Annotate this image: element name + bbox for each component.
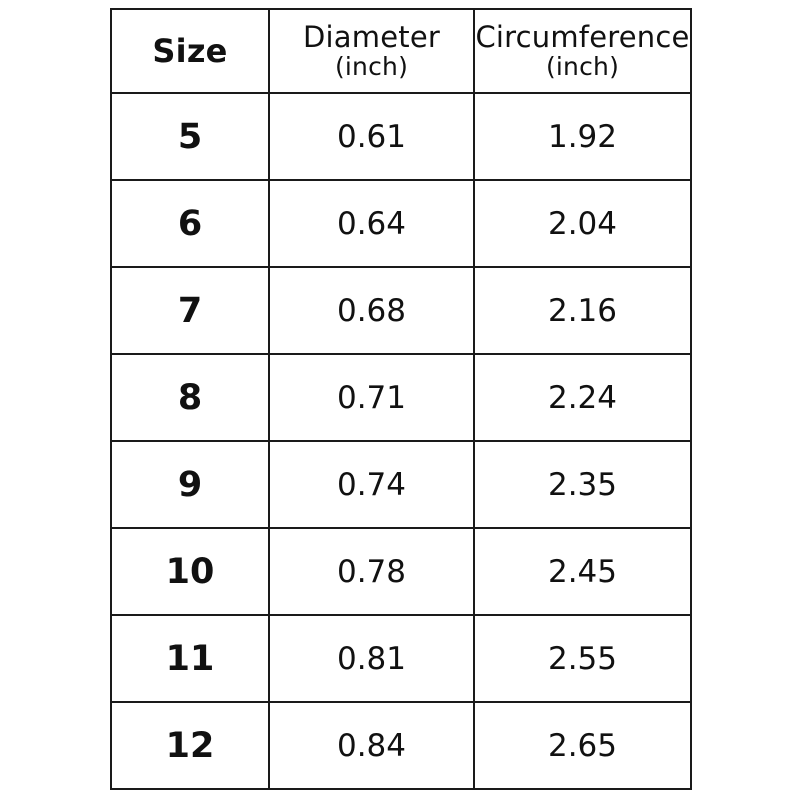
cell-size: 6 <box>111 180 269 267</box>
cell-size: 10 <box>111 528 269 615</box>
cell-diameter: 0.64 <box>269 180 474 267</box>
column-header-size-label: Size <box>152 31 228 70</box>
cell-circumference: 2.24 <box>474 354 691 441</box>
header-row <box>111 9 691 93</box>
table-row <box>111 441 691 528</box>
cell-circumference: 2.16 <box>474 267 691 354</box>
table-row <box>111 615 691 702</box>
cell-size: 5 <box>111 93 269 180</box>
table-row <box>111 180 691 267</box>
cell-size: 7 <box>111 267 269 354</box>
table-row <box>111 93 691 180</box>
column-header-circumference-unit: (inch) <box>545 52 620 82</box>
cell-size: 12 <box>111 702 269 789</box>
cell-circumference: 2.35 <box>474 441 691 528</box>
cell-size: 8 <box>111 354 269 441</box>
column-header-diameter-label: Diameter <box>303 19 440 54</box>
column-header-circumference <box>474 9 691 93</box>
table-header <box>111 9 691 93</box>
cell-diameter: 0.74 <box>269 441 474 528</box>
column-header-diameter <box>269 9 474 93</box>
cell-diameter: 0.68 <box>269 267 474 354</box>
cell-circumference: 2.04 <box>474 180 691 267</box>
cell-diameter: 0.71 <box>269 354 474 441</box>
cell-diameter: 0.81 <box>269 615 474 702</box>
table-body <box>111 93 691 789</box>
cell-circumference: 2.65 <box>474 702 691 789</box>
cell-diameter: 0.78 <box>269 528 474 615</box>
table-row <box>111 267 691 354</box>
cell-circumference: 1.92 <box>474 93 691 180</box>
table-row <box>111 702 691 789</box>
cell-size: 9 <box>111 441 269 528</box>
cell-circumference: 2.55 <box>474 615 691 702</box>
table-row <box>111 528 691 615</box>
cell-circumference: 2.45 <box>474 528 691 615</box>
table-row <box>111 354 691 441</box>
column-header-diameter-unit: (inch) <box>334 52 409 82</box>
cell-diameter: 0.61 <box>269 93 474 180</box>
cell-size: 11 <box>111 615 269 702</box>
size-chart-table <box>110 8 692 790</box>
cell-diameter: 0.84 <box>269 702 474 789</box>
column-header-size <box>111 9 269 93</box>
column-header-circumference-label: Circumference <box>475 19 690 54</box>
